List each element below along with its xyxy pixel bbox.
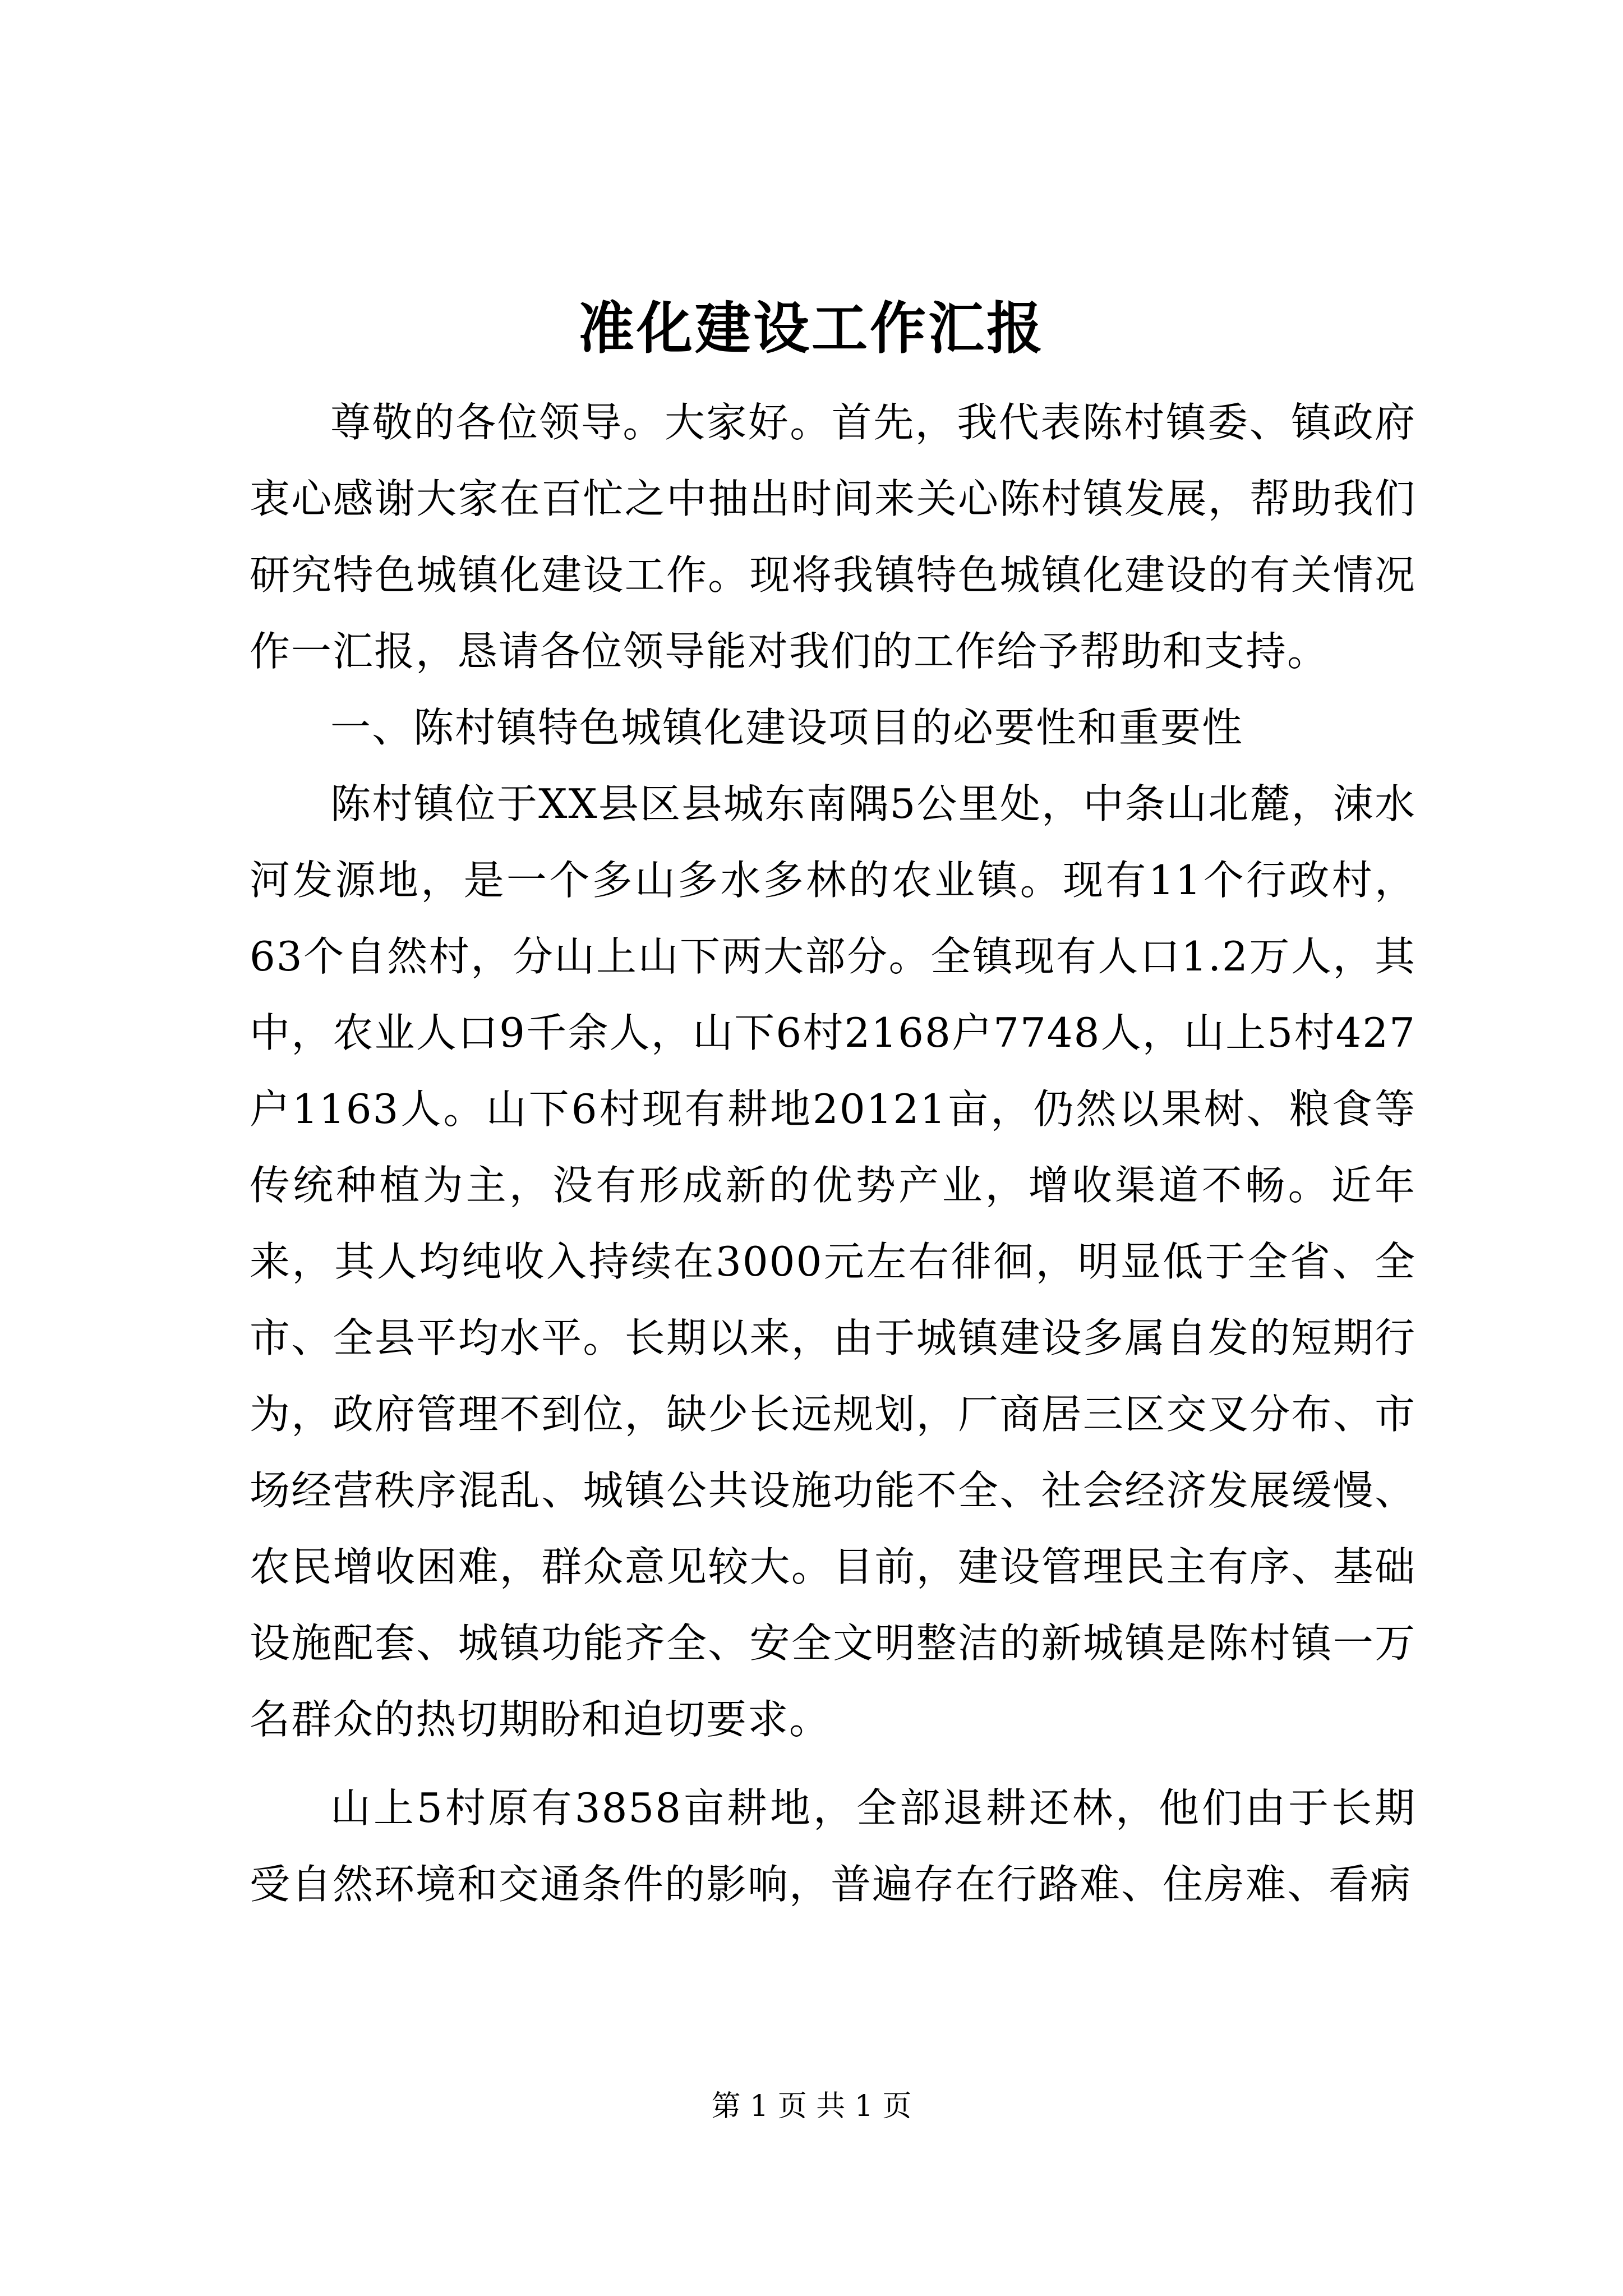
paragraph-mountain-villages: 山上5村原有3858亩耕地，全部退耕还林，他们由于长期受自然环境和交通条件的影响，普遍存在行路难、住房难、看病	[250, 1784, 1416, 1908]
paragraph-background: 陈村镇位于XX县区县城东南隅5公里处，中条山北麓，涑水河发源地，是一个多山多水多林的农业镇。现有11个行政村，63个自然村，分山上山下两大部分。全镇现有人口1.2万人，其中，农业人口9千余人，山下6村2168户7748人，山上5村427户1163人。山下6村现有耕地20121亩，仍然以果树、粮食等传统种植为主，没有形成新的优势产业，增收渠道不畅。近年来，其人均纯收入持续在3000元左右徘徊，明显低于全省、全市、全县平均水平。长期以来，由于城镇建设多属自发的短期行为，政府管理不到位，缺少长远规划，厂商居三区交叉分布、市场经营秩序混乱、城镇公共设施功能不全、社会经济发展缓慢、农民增收困难，群众意见较大。目前，建设管理民主有序、基础设施配套、城镇功能齐全、安全文明整洁的新城镇是陈村镇一万名群众的热切期盼和迫切要求。	[250, 780, 1416, 1743]
document-title: 准化建设工作汇报	[578, 295, 1045, 361]
section-heading: 一、陈村镇特色城镇化建设项目的必要性和重要性	[330, 704, 1244, 751]
paragraph-greeting: 尊敬的各位领导。大家好。首先，我代表陈村镇委、镇政府衷心感谢大家在百忙之中抽出时间来关心陈村镇发展，帮助我们研究特色城镇化建设工作。现将我镇特色城镇化建设的有关情况作一汇报，恳请各位领导能对我们的工作给予帮助和支持。	[250, 399, 1416, 675]
page-number-footer: 第 1 页 共 1 页	[711, 2090, 912, 2123]
paragraph-spacer	[250, 1757, 1416, 1770]
document-body	[250, 384, 1416, 1922]
